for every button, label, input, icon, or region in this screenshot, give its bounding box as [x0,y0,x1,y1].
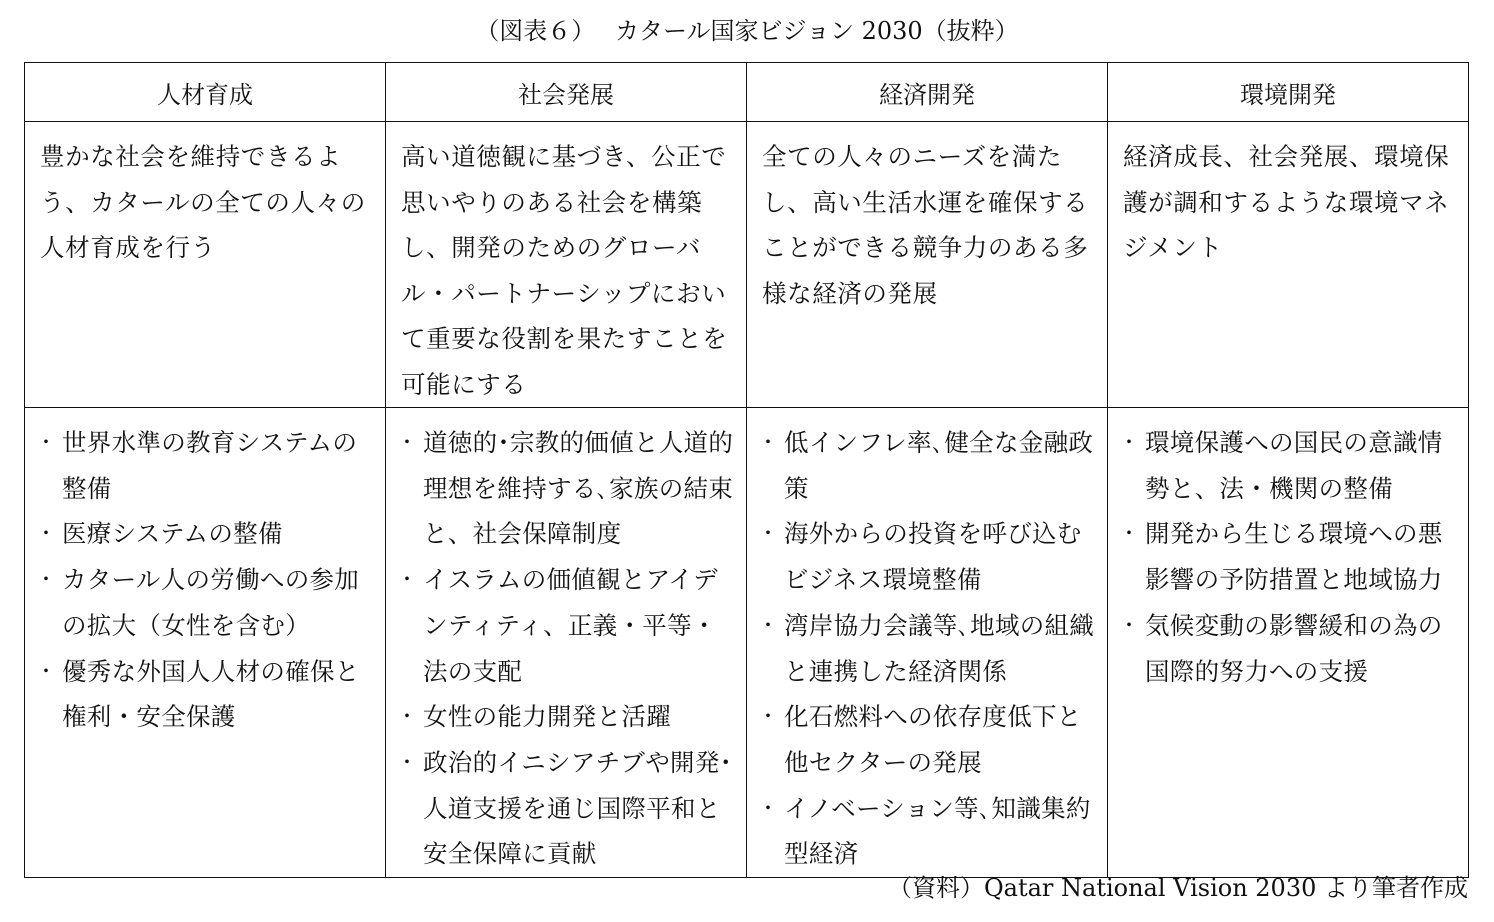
header-row [25,63,1469,122]
policy-item: ・ カタール人の労働への参加の拡大（女性を含む） [40,557,373,648]
goal-cell [1108,122,1469,408]
policy-list [386,408,746,877]
header-human-development: 人材育成 [25,63,386,122]
goal-cell [747,122,1108,408]
policy-item: ・ イスラムの価値観とアイデンティティ、正義・平等・法の支配 [401,557,734,694]
policy-list [25,408,385,740]
policy-item: ・ 道徳的･宗教的価値と人道的理想を維持する､家族の結束と、社会保障制度 [401,420,734,557]
policy-cell [386,408,747,878]
policy-row [25,408,1469,878]
header-economic-development: 経済開発 [747,63,1108,122]
policy-list [1108,408,1468,694]
policy-item: ・ 化石燃料への依存度低下と他セクターの発展 [762,694,1095,785]
source-note: （資料）Qatar National Vision 2030 より筆者作成 [887,874,1468,902]
policy-item: ・ 海外からの投資を呼び込むビジネス環境整備 [762,511,1095,602]
policy-item: ・ 世界水準の教育システムの整備 [40,420,373,511]
header-environmental-development: 環境開発 [1108,63,1469,122]
policy-list [747,408,1107,877]
goal-text: 豊かな社会を維持できるよう、カタールの全ての人々の人材育成を行う [40,142,366,262]
policy-item: ・ 低インフレ率､健全な金融政策 [762,420,1095,511]
policy-cell [25,408,386,878]
goal-text: 全ての人々のニーズを満たし、高い生活水運を確保することができる競争力のある多様な経済の発展 [762,142,1089,308]
goal-text: 経済成長、社会発展、環境保護が調和するような環境マネジメント [1123,142,1450,262]
goal-cell [25,122,386,408]
policy-item: ・ 医療システムの整備 [40,511,373,557]
goal-row [25,122,1469,408]
policy-item: ・ 湾岸協力会議等､地域の組織と連携した経済関係 [762,603,1095,694]
policy-item: ・ 女性の能力開発と活躍 [401,694,734,740]
policy-item: ・ イノベーション等､知識集約型経済 [762,786,1095,877]
policy-item: ・ 開発から生じる環境への悪影響の予防措置と地域協力 [1123,511,1456,602]
policy-item: ・ 優秀な外国人人材の確保と権利・安全保護 [40,649,373,740]
policy-item: ・ 環境保護への国民の意識情勢と、法・機関の整備 [1123,420,1456,511]
goal-cell [386,122,747,408]
figure-title: （図表６） カタール国家ビジョン 2030（抜粋） [475,17,1019,45]
vision-table [24,62,1469,878]
policy-item: ・ 気候変動の影響緩和の為の国際的努力への支援 [1123,603,1456,694]
policy-cell [1108,408,1469,878]
header-social-development: 社会発展 [386,63,747,122]
policy-item: ・ 政治的イニシアチブや開発･人道支援を通じ国際平和と安全保障に貢献 [401,740,734,877]
goal-text: 高い道徳観に基づき、公正で思いやりのある社会を構築し、開発のためのグローバル・パートナーシップにおいて重要な役割を果たすことを可能にする [401,142,728,399]
policy-cell [747,408,1108,878]
